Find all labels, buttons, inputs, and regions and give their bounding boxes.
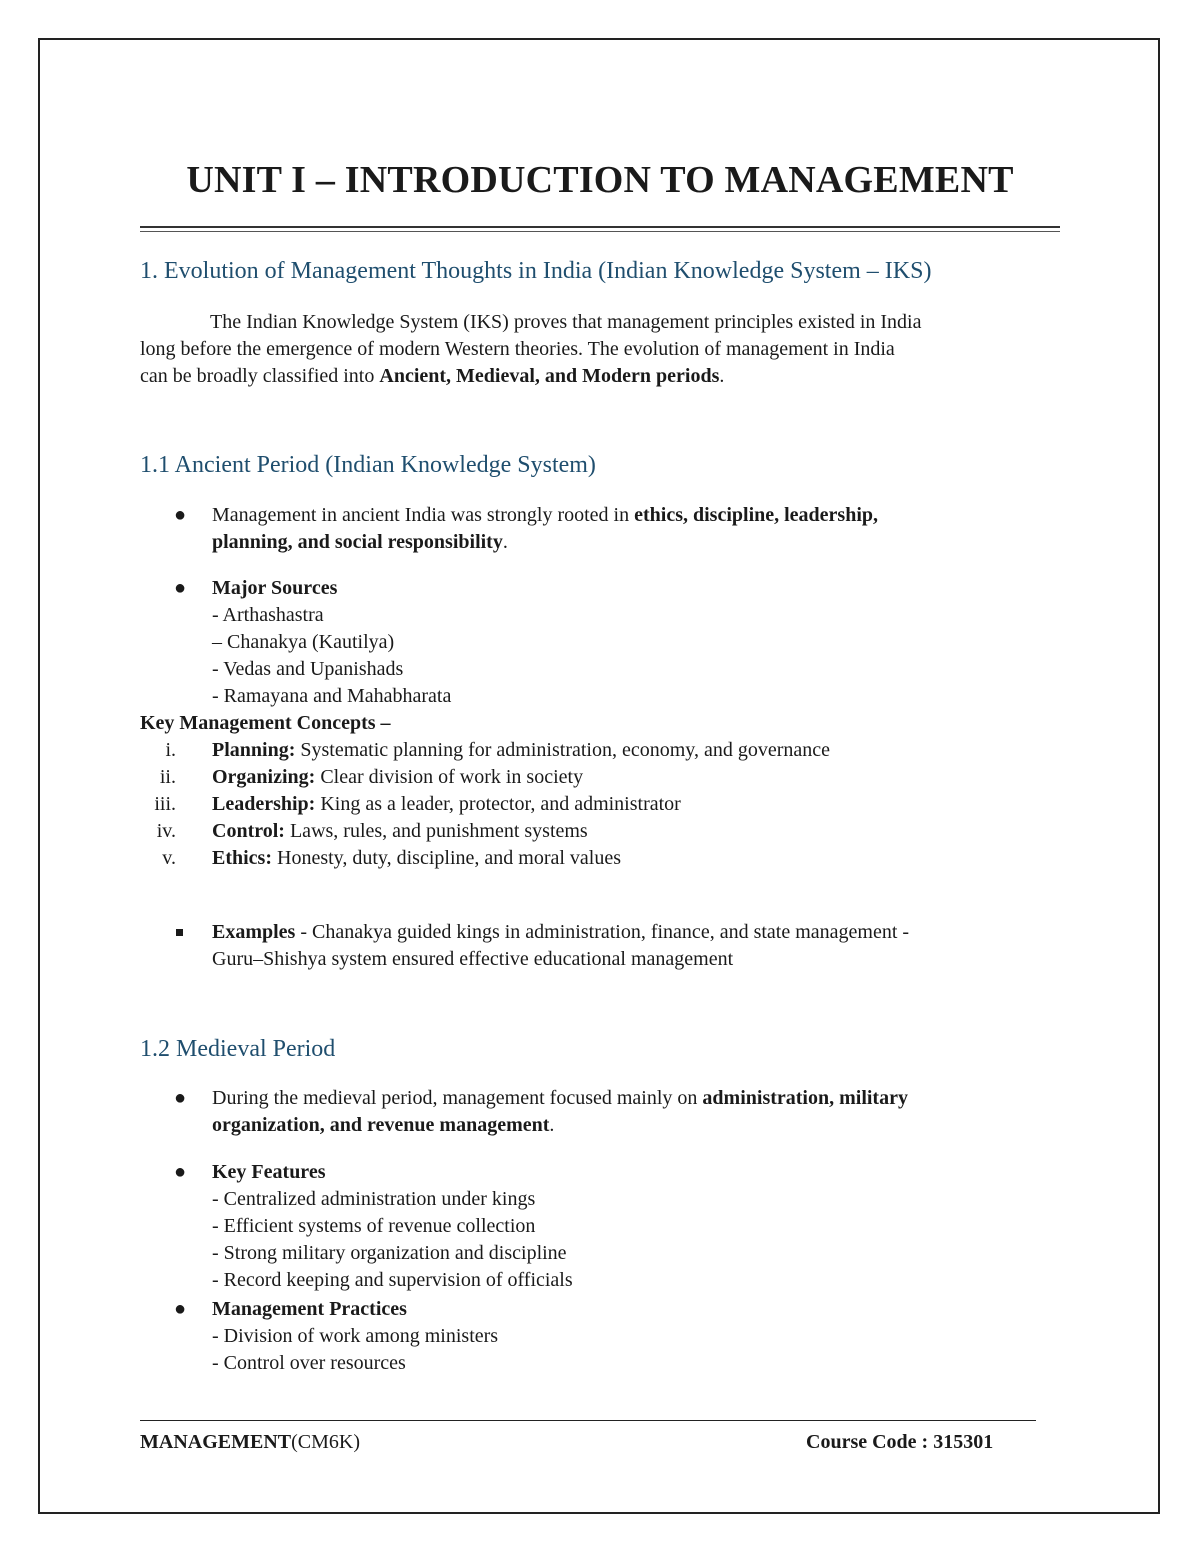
page-title: UNIT I – INTRODUCTION TO MANAGEMENT bbox=[186, 159, 1014, 201]
concept-item bbox=[212, 845, 621, 872]
major-sources-label: Major Sources bbox=[212, 577, 338, 599]
source-item: - Vedas and Upanishads bbox=[212, 658, 404, 680]
medieval-bullet-1-post: . bbox=[549, 1114, 555, 1136]
feature-item: - Strong military organization and discipline bbox=[212, 1242, 567, 1264]
concept-item bbox=[212, 737, 830, 764]
bullet-dot-icon: ● bbox=[174, 1298, 187, 1320]
feature-item: - Record keeping and supervision of officials bbox=[212, 1269, 573, 1291]
footer-subject-name: MANAGEMENT bbox=[140, 1431, 292, 1453]
para-line-3-pre: can be broadly classified into bbox=[140, 365, 380, 387]
para-periods-bold: Ancient, Medieval, and Modern periods bbox=[379, 365, 720, 387]
key-concepts-label: Key Management Concepts – bbox=[140, 712, 391, 734]
source-item: – Chanakya (Kautilya) bbox=[212, 631, 395, 653]
bullet-dot-icon: ● bbox=[174, 1087, 187, 1109]
ancient-bullet-1-text bbox=[212, 502, 1058, 556]
concept-term: Control: bbox=[212, 820, 285, 842]
concept-item bbox=[212, 791, 681, 818]
medieval-bullet-1-pre: During the medieval period, management focused mainly on bbox=[212, 1087, 703, 1109]
footer-rule bbox=[140, 1420, 1036, 1421]
footer-subject-code: (CM6K) bbox=[291, 1431, 360, 1453]
section-1-2-heading: 1.2 Medieval Period bbox=[140, 1036, 336, 1062]
examples-line-1: - Chanakya guided kings in administration, finance, and state management - bbox=[295, 921, 910, 943]
medieval-bullet-1-bold-2: organization, and revenue management bbox=[212, 1114, 550, 1136]
para-line-2: long before the emergence of modern Western theories. The evolution of management in India bbox=[140, 338, 895, 360]
management-practices-list bbox=[212, 1296, 1058, 1377]
section-1-1-heading: 1.1 Ancient Period (Indian Knowledge System) bbox=[140, 452, 596, 478]
concept-term: Ethics: bbox=[212, 847, 272, 869]
bullet-dot-icon: ● bbox=[174, 504, 187, 526]
section-1-paragraph bbox=[140, 309, 1058, 390]
source-item: - Arthashastra bbox=[212, 604, 324, 626]
section-1-heading: 1. Evolution of Management Thoughts in India (Indian Knowledge System – IKS) bbox=[140, 258, 932, 284]
concept-term: Leadership: bbox=[212, 793, 316, 815]
footer-course-code: Course Code : 315301 bbox=[806, 1431, 994, 1453]
examples-label: Examples bbox=[212, 921, 296, 943]
concept-number: ii. bbox=[159, 766, 176, 788]
concept-item bbox=[212, 764, 583, 791]
practice-item: - Division of work among ministers bbox=[212, 1325, 499, 1347]
medieval-bullet-1-text bbox=[212, 1085, 1058, 1139]
examples-line-2: Guru–Shishya system ensured effective educational management bbox=[212, 948, 734, 970]
concept-number: i. bbox=[165, 739, 176, 761]
bullet-dot-icon: ● bbox=[174, 577, 187, 599]
para-line-3-post: . bbox=[719, 365, 725, 387]
ancient-bullet-1-pre: Management in ancient India was strongly rooted in bbox=[212, 504, 635, 526]
practice-item: - Control over resources bbox=[212, 1352, 406, 1374]
concept-text: Laws, rules, and punishment systems bbox=[284, 820, 588, 842]
source-item: - Ramayana and Mahabharata bbox=[212, 685, 452, 707]
concept-number: iii. bbox=[154, 793, 176, 815]
ancient-bullet-1-bold-2: planning, and social responsibility bbox=[212, 531, 503, 553]
major-sources-list bbox=[212, 575, 1058, 710]
concept-text: Honesty, duty, discipline, and moral values bbox=[272, 847, 622, 869]
key-features-list bbox=[212, 1159, 1058, 1294]
feature-item: - Centralized administration under kings bbox=[212, 1188, 536, 1210]
concept-text: Clear division of work in society bbox=[315, 766, 584, 788]
feature-item: - Efficient systems of revenue collection bbox=[212, 1215, 536, 1237]
concept-number: v. bbox=[162, 847, 176, 869]
title-double-rule bbox=[140, 226, 1060, 232]
concept-item bbox=[212, 818, 588, 845]
ancient-bullet-1-post: . bbox=[502, 531, 508, 553]
concept-term: Planning: bbox=[212, 739, 296, 761]
concept-term: Organizing: bbox=[212, 766, 316, 788]
concept-text: Systematic planning for administration, economy, and governance bbox=[295, 739, 831, 761]
management-practices-label: Management Practices bbox=[212, 1298, 407, 1320]
medieval-bullet-1-bold-1: administration, military bbox=[702, 1087, 908, 1109]
ancient-bullet-1-bold-1: ethics, discipline, leadership, bbox=[634, 504, 879, 526]
examples-text bbox=[212, 919, 1058, 973]
square-bullet-icon bbox=[176, 929, 183, 936]
concept-text: King as a leader, protector, and administrator bbox=[315, 793, 681, 815]
footer-subject bbox=[140, 1429, 360, 1456]
para-line-1: The Indian Knowledge System (IKS) proves that management principles existed in India bbox=[210, 311, 922, 333]
key-features-label: Key Features bbox=[212, 1161, 326, 1183]
bullet-dot-icon: ● bbox=[174, 1161, 187, 1183]
concept-number: iv. bbox=[156, 820, 176, 842]
